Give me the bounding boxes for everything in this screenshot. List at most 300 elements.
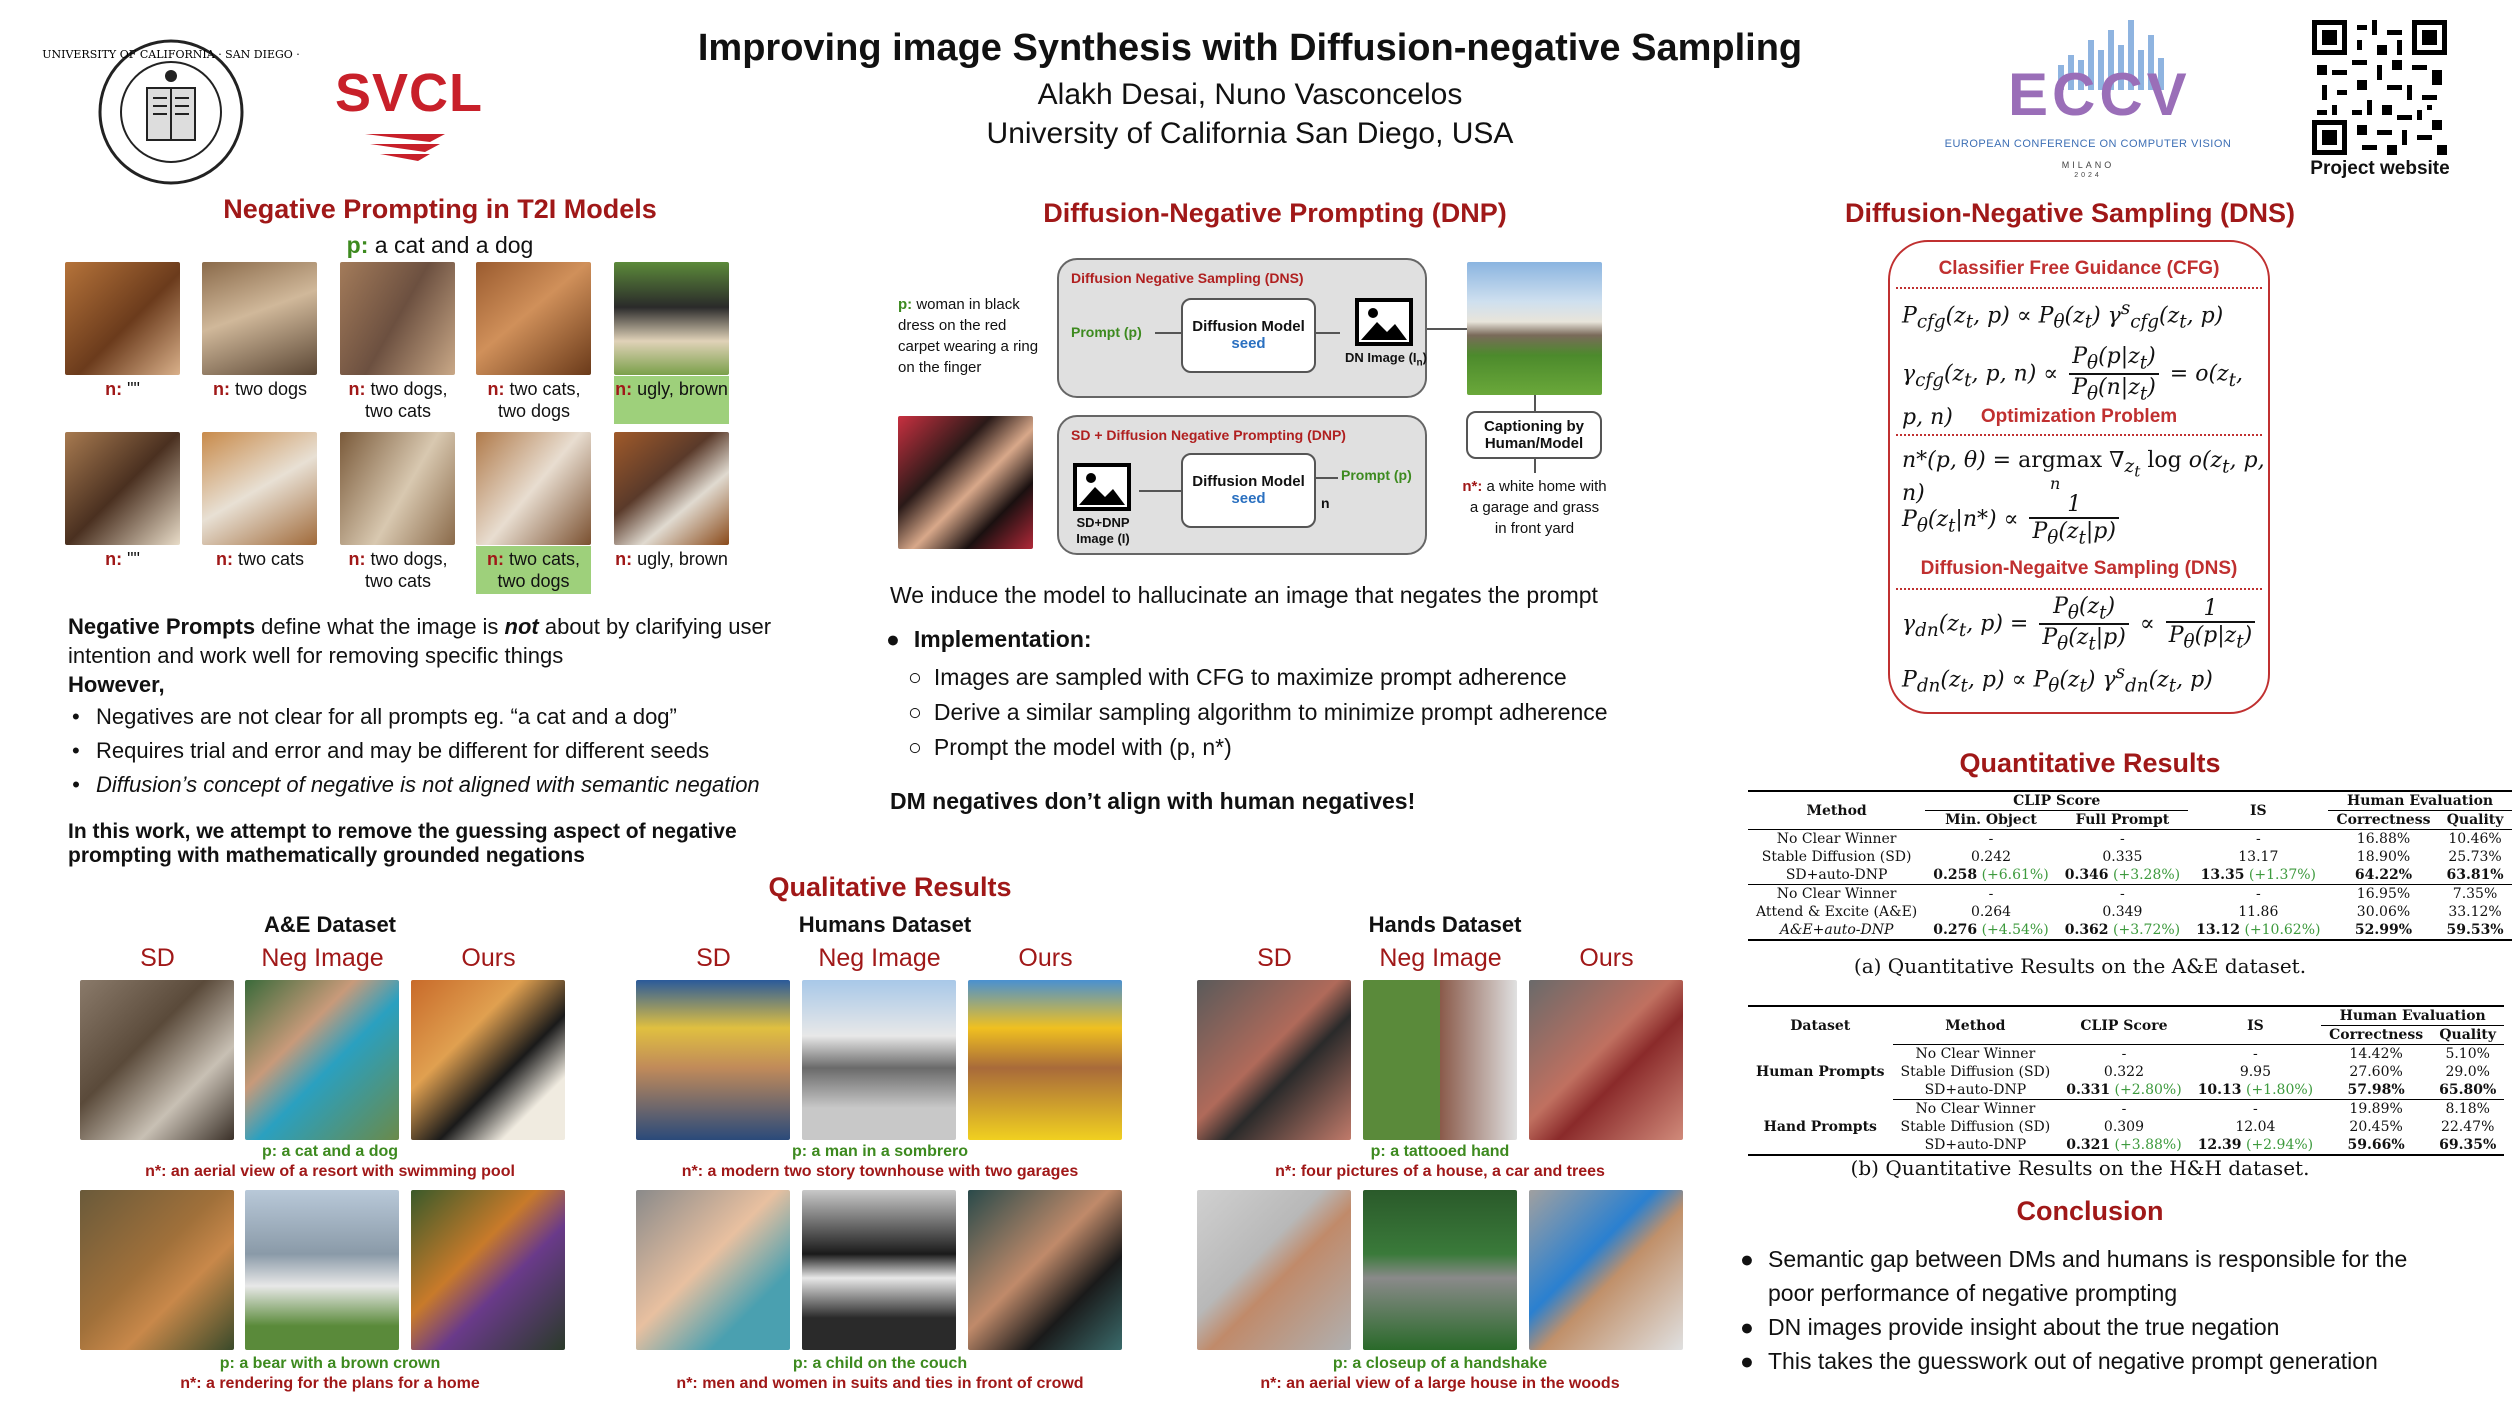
table-row	[1748, 1100, 2504, 1119]
nstar-text: a white home with a garage and grass in front yard	[1469, 478, 1607, 537]
ae-r1-caption	[60, 1142, 600, 1182]
dns-heading: Diffusion-Negaitve Sampling (DNS)	[1920, 558, 2238, 579]
dash-3	[1896, 588, 2262, 590]
concl-text: This takes the guesswork out of negative prompt generation	[1768, 1348, 2378, 1374]
ae-r1-sd	[80, 980, 234, 1140]
eccv-sub: EUROPEAN CONFERENCE ON COMPUTER VISION	[1944, 138, 2232, 150]
n-text: two cats, two dogs	[497, 549, 581, 591]
dnp-impl: ● Implementation:	[886, 626, 1092, 652]
dnp-impl-item: ○ Images are sampled with CFG to maximize prompt adherence	[908, 664, 1567, 690]
cell: 13.17	[2238, 849, 2279, 865]
cell-bold: 0.276	[1933, 922, 1978, 938]
hum-r1-caption	[610, 1142, 1150, 1182]
cell-bold: 59.53%	[2446, 922, 2504, 938]
hum-r1-ours	[968, 980, 1122, 1140]
hand-r2-caption	[1170, 1354, 1710, 1394]
cell-bold: 65.80%	[2439, 1082, 2497, 1098]
th-dataset: Dataset	[1748, 1006, 1893, 1045]
neg-desc-bold: Negative Prompts	[68, 614, 256, 639]
ae-r2-neg	[245, 1190, 399, 1350]
cfg-eq-2: $\gamma_{cfg}(z_t$, p, n) ∝ $\frac{P_\theta(p|z_t)}{P_\theta(n|z_t)}$ = $o(z_t$, p, n)	[1902, 344, 2243, 430]
cell: 22.47%	[2440, 1119, 2495, 1135]
dns-model-label: Diffusion Model	[1192, 318, 1305, 335]
neg-cap-r1-3	[338, 378, 458, 422]
cell-gain: (+3.88%)	[2114, 1137, 2182, 1153]
n-text: ""	[127, 549, 140, 569]
cell: 9.95	[2239, 1064, 2271, 1080]
table-row	[1748, 921, 2512, 940]
cell-gain: (+2.94%)	[2245, 1137, 2314, 1153]
cell: 0.335	[2102, 849, 2143, 865]
cell-bold: 12.39	[2197, 1137, 2242, 1153]
p-prefix: p:	[1370, 1143, 1386, 1160]
cell	[2321, 1081, 2431, 1100]
n-prefix: n:	[486, 549, 504, 569]
cell-gain: (+3.28%)	[2113, 867, 2181, 883]
th-clip: CLIP Score	[1925, 791, 2188, 811]
n-prefix: n*:	[145, 1163, 167, 1180]
neg-desc-em: not	[504, 614, 539, 639]
p-text: a child on the couch	[812, 1355, 968, 1372]
dns-eq-2: $P_{dn}(z_t$, $p) \propto P_\theta(z_t)$ $\gamma^s_{dn}(z_t$, p)	[1902, 662, 2213, 697]
p-prefix: p:	[219, 1355, 235, 1372]
cell: 0.322	[2103, 1064, 2145, 1080]
dns-box-title: Diffusion Negative Sampling (DNS)	[1071, 270, 1304, 286]
dnp-impl-text: Derive a similar sampling algorithm to minimize prompt adherence	[933, 699, 1608, 725]
cell: No Clear Winner	[1893, 1100, 2059, 1119]
p-prefix: p:	[1332, 1355, 1348, 1372]
n-prefix: n*:	[1260, 1375, 1282, 1392]
neg-img-r1-4	[476, 262, 591, 375]
th-corr: Correctness	[2329, 1027, 2424, 1043]
quant-title: Quantitative Results	[1959, 748, 2221, 778]
cell	[2190, 1081, 2321, 1100]
cell: 16.88%	[2328, 830, 2438, 849]
concl-text: DN images provide insight about the true negation	[1768, 1314, 2280, 1340]
cell: -	[2057, 830, 2188, 849]
th-is: IS	[2190, 1006, 2321, 1045]
eccv-year: 2024	[2074, 172, 2102, 179]
hand-r1-caption	[1170, 1142, 1710, 1182]
cfg-heading: Classifier Free Guidance (CFG)	[1938, 258, 2220, 279]
neg-img-r2-5	[614, 432, 729, 545]
group-hand: Hand Prompts	[1748, 1100, 1893, 1156]
ae-r1-neg	[245, 980, 399, 1140]
ae-col-sd: SD	[140, 944, 175, 972]
cell: SD+auto-DNP	[1893, 1136, 2059, 1155]
cell-bold: 57.98%	[2347, 1082, 2405, 1098]
ae-r2-sd	[80, 1190, 234, 1350]
cell: 0.264	[1970, 904, 2012, 920]
opt-eq-1: n*(p, θ) = argmax $\nabla_{z_t}$ $\log o(z_t$, p, n)	[1902, 448, 2265, 507]
dn-image-sub: n	[1416, 357, 1423, 369]
arrow-down2	[1534, 459, 1536, 473]
cell: No Clear Winner	[1748, 830, 1925, 849]
cell-bold: 0.346	[2064, 867, 2109, 883]
cell	[2190, 1136, 2321, 1155]
neg-prompt-prefix: p:	[346, 232, 369, 258]
cell: Stable Diffusion (SD)	[1900, 1064, 2051, 1080]
dnp-arrow-in	[1316, 477, 1338, 479]
hand-r1-ours	[1529, 980, 1683, 1140]
concl-text: Semantic gap between DMs and humans is responsible for the poor performance of negative prompting	[1768, 1246, 2408, 1306]
neg-img-r1-5	[614, 262, 729, 375]
dnp-impl-label: Implementation:	[913, 626, 1092, 652]
hum-col-sd: SD	[696, 944, 731, 972]
neg-work: In this work, we attempt to remove the guessing aspect of negative prompting with mathematically grounded negations	[68, 820, 737, 867]
cell-gain: (+1.80%)	[2245, 1082, 2314, 1098]
n-text: a modern two story townhouse with two garages	[707, 1163, 1079, 1180]
cell: 25.73%	[2448, 849, 2502, 865]
n-text: two dogs	[234, 379, 308, 399]
cell: 5.10%	[2431, 1045, 2504, 1064]
cell	[2057, 866, 2188, 885]
neg-img-r2-3	[340, 432, 455, 545]
table-row	[1748, 848, 2512, 866]
cell: 33.12%	[2448, 904, 2502, 920]
cell: -	[2188, 830, 2328, 849]
cell: 27.60%	[2349, 1064, 2403, 1080]
dnp-prompt-label: Prompt (p)	[1341, 467, 1412, 483]
neg-title: Negative Prompting in T2I Models	[223, 194, 657, 224]
dnp-arrow-left	[1139, 490, 1181, 492]
svcl-text: SVCL	[335, 63, 484, 123]
quant-table-ae	[1748, 790, 2512, 941]
cell	[2188, 921, 2328, 940]
table-hh-caption: (b) Quantitative Results on the H&H dataset.	[1850, 1156, 2310, 1180]
hum-r2-caption	[610, 1354, 1150, 1394]
neg-cap-r2-2	[195, 548, 325, 570]
neg-img-r1-1	[65, 262, 180, 375]
dash-2	[1896, 434, 2262, 436]
cell: 29.0%	[2445, 1064, 2490, 1080]
dns-dn-image: DN Image $(I_n)$	[1345, 350, 1427, 369]
eccv-logo	[1938, 20, 2238, 180]
n-text: ""	[127, 379, 140, 399]
cell-gain: (+1.37%)	[2248, 867, 2317, 883]
n-prefix: n:	[487, 379, 505, 399]
cell: 7.35%	[2438, 885, 2511, 904]
cell-gain: (+3.72%)	[2113, 922, 2181, 938]
cell: 0.309	[2103, 1119, 2145, 1135]
cell	[2057, 921, 2188, 940]
qr-code[interactable]	[2312, 20, 2447, 155]
dnp-model-label: Diffusion Model	[1192, 473, 1305, 490]
cell: 20.45%	[2349, 1119, 2403, 1135]
n-prefix: n:	[348, 379, 366, 399]
neg-desc-mid: define what the image is	[255, 614, 505, 639]
n-prefix: n*:	[681, 1163, 704, 1180]
cell: -	[2057, 885, 2188, 904]
hand-r2-neg	[1363, 1190, 1517, 1350]
concl-item: ● Semantic gap between DMs and humans is responsible for the poor performance of negative prompting	[1740, 1246, 2408, 1306]
neg-cap-r1-5	[614, 376, 729, 424]
cell-gain: (+4.54%)	[1981, 922, 2049, 938]
th-method: Method	[1748, 791, 1925, 830]
dns-arrow-in	[1155, 332, 1181, 334]
sddnp-image-label: SD+DNP Image (I)	[1076, 515, 1130, 546]
cell: 0.349	[2102, 904, 2143, 920]
n-prefix: n*:	[1275, 1163, 1297, 1180]
captioning-box	[1466, 411, 1602, 459]
hum-r1-sd	[636, 980, 790, 1140]
dnp-woman-image	[898, 416, 1033, 549]
ae-col-ours: Ours	[461, 944, 516, 972]
opt-heading: Optimization Problem	[1980, 406, 2178, 427]
concl-item: ● This takes the guesswork out of negative prompt generation	[1740, 1348, 2378, 1374]
cell	[1925, 921, 2056, 940]
table-ae-caption: (a) Quantitative Results on the A&E dataset.	[1853, 954, 2307, 978]
table-row	[1748, 830, 2512, 849]
quant-table-hh	[1748, 1005, 2504, 1156]
hand-col-ours: Ours	[1579, 944, 1634, 972]
cell-bold: 0.258	[1933, 867, 1978, 883]
cell: -	[1925, 885, 2056, 904]
n-prefix: n*:	[180, 1375, 202, 1392]
cell: No Clear Winner	[1893, 1045, 2059, 1064]
hand-col-sd: SD	[1257, 944, 1292, 972]
neg-img-r1-3	[340, 262, 455, 375]
hand-col-neg: Neg Image	[1379, 944, 1502, 972]
hum-r1-neg	[802, 980, 956, 1140]
neg-desc-end: about by clarifying user intention and work well for removing specific things	[68, 614, 772, 668]
cell: 18.90%	[2356, 849, 2411, 865]
dnp-impl-text: Prompt the model with (p, n*)	[933, 734, 1232, 760]
image-icon	[1355, 298, 1413, 346]
p-prefix: p:	[791, 1143, 808, 1160]
n-text: ugly, brown	[637, 549, 728, 569]
cell: -	[2190, 1045, 2321, 1064]
nstar-prefix: n*:	[1462, 478, 1483, 495]
n-prefix: n:	[105, 549, 123, 569]
neg-cap-r1-1	[60, 378, 185, 400]
ucsd-seal	[42, 38, 300, 186]
th-qual: Quality	[2439, 1027, 2497, 1043]
dns-model-box	[1181, 298, 1316, 373]
hum-r2-neg	[802, 1190, 956, 1350]
cell	[2438, 866, 2511, 885]
cell: -	[1925, 830, 2056, 849]
n-text: two cats	[237, 549, 305, 569]
n-prefix: n:	[615, 549, 633, 569]
th-min: Min. Object	[1945, 812, 2037, 828]
neg-cap-r2-1	[60, 548, 185, 570]
cell: 14.42%	[2321, 1045, 2431, 1064]
cell: A&E+auto-DNP	[1748, 921, 1925, 940]
cell: Stable Diffusion (SD)	[1900, 1119, 2051, 1135]
dnp-sub-n: n	[1321, 495, 1330, 511]
cell: 30.06%	[2356, 904, 2411, 920]
cell	[2328, 866, 2438, 885]
concl-item: ● DN images provide insight about the true negation	[1740, 1314, 2280, 1340]
qr-label: Project website	[2310, 158, 2450, 179]
dnp-left-prompt	[898, 294, 1050, 378]
neg-cap-r1-4	[474, 378, 594, 422]
dnp-box	[1057, 415, 1427, 555]
cell-bold: 0.331	[2066, 1082, 2111, 1098]
authors: Alakh Desai, Nuno Vasconcelos	[1037, 78, 1463, 111]
n-prefix: n:	[105, 379, 123, 399]
n-text: two dogs, two cats	[364, 379, 448, 421]
neg-cap-r2-3	[338, 548, 458, 592]
cell-bold: 64.22%	[2354, 867, 2413, 883]
cell	[2328, 921, 2438, 940]
n-text: an aerial view of a large house in the woods	[1286, 1375, 1620, 1392]
hand-r1-sd	[1197, 980, 1351, 1140]
dns-math-box	[1888, 240, 2270, 714]
ae-r2-ours	[411, 1190, 565, 1350]
th-human: Human Evaluation	[2321, 1006, 2504, 1026]
neg-cap-r1-2	[195, 378, 325, 400]
cell: Attend & Excite (A&E)	[1756, 904, 1918, 920]
n-text: ugly, brown	[637, 379, 728, 399]
neg-img-r1-2	[202, 262, 317, 375]
cell: SD+auto-DNP	[1924, 1082, 2027, 1098]
cell: 16.95%	[2328, 885, 2438, 904]
opt-eq-2: $P_\theta(z_t|n*)$ ∝ $\frac{1}{P_\theta(z_t|p)}$	[1902, 492, 2123, 548]
cell	[2431, 1136, 2504, 1155]
qr-code-icon	[2312, 20, 2447, 155]
cell: 11.86	[2238, 904, 2279, 920]
dn-house-image	[1467, 262, 1602, 395]
dash-1	[1896, 287, 2262, 289]
neg-prompt-text: a cat and a dog	[374, 232, 534, 258]
p-prefix: p:	[792, 1355, 808, 1372]
dnp-induce: We induce the model to hallucinate an image that negates the prompt	[890, 582, 1598, 608]
th-is: IS	[2188, 791, 2328, 830]
ae-r1-ours	[411, 980, 565, 1140]
cell: 8.18%	[2431, 1100, 2504, 1119]
cell	[2438, 921, 2511, 940]
n-text: two dogs, two cats	[364, 549, 448, 591]
dn-image-label: DN Image (I	[1345, 350, 1417, 365]
dnp-p-text: woman in black dress on the red carpet wearing a ring on the finger	[898, 296, 1039, 376]
svcl-ship-icon	[360, 124, 450, 164]
table-row	[1748, 866, 2512, 885]
hand-r2-sd	[1197, 1190, 1351, 1350]
cell-bold: 10.13	[2197, 1082, 2242, 1098]
th-human: Human Evaluation	[2328, 791, 2511, 811]
eccv-text: ECCV	[2008, 61, 2191, 128]
th-full: Full Prompt	[2075, 812, 2170, 828]
cell-gain: (+10.62%)	[2244, 922, 2321, 938]
cell: Stable Diffusion (SD)	[1761, 849, 1912, 865]
cell-gain: (+6.61%)	[1981, 867, 2049, 883]
neg-however: However,	[68, 672, 165, 697]
dnp-seed: seed	[1231, 490, 1266, 507]
th-qual: Quality	[2446, 812, 2504, 828]
hand-r1-neg	[1363, 980, 1517, 1140]
cell-bold: 63.81%	[2446, 867, 2504, 883]
dnp-model-box	[1181, 453, 1316, 528]
hum-r2-sd	[636, 1190, 790, 1350]
dnp-title: Diffusion-Negative Prompting (DNP)	[1043, 198, 1507, 228]
cell: -	[2188, 885, 2328, 904]
dnp-p-prefix: p:	[898, 296, 913, 313]
captioning-label: Captioning by Human/Model	[1484, 418, 1584, 452]
cell	[2321, 1136, 2431, 1155]
cell-bold: 69.35%	[2439, 1137, 2497, 1153]
table-row	[1748, 885, 2512, 904]
dns-box	[1057, 258, 1427, 398]
ae-dataset-title: A&E Dataset	[263, 912, 397, 937]
neg-img-r2-1	[65, 432, 180, 545]
dns-prompt-label: Prompt (p)	[1071, 324, 1142, 340]
p-text: a cat and a dog	[281, 1143, 399, 1160]
cell-bold: 0.321	[2066, 1137, 2111, 1153]
neg-img-r2-2	[202, 432, 317, 545]
cell	[1925, 866, 2056, 885]
cell-bold: 13.12	[2196, 922, 2240, 938]
n-text: two cats, two dogs	[497, 379, 581, 421]
hum-col-neg: Neg Image	[818, 944, 941, 972]
n-prefix: n:	[348, 549, 366, 569]
n-text: four pictures of a house, a car and trees	[1300, 1163, 1605, 1180]
arrow-to-house	[1427, 328, 1467, 330]
qual-title: Qualitative Results	[768, 872, 1012, 902]
poster-title: Improving image Synthesis with Diffusion-negative Sampling	[697, 27, 1803, 69]
cell	[2058, 1136, 2189, 1155]
neg-description	[68, 612, 828, 670]
neg-cap-r2-5	[614, 548, 729, 570]
th-method: Method	[1893, 1006, 2059, 1045]
dnp-impl-text: Images are sampled with CFG to maximize prompt adherence	[933, 664, 1567, 690]
cell-gain: (+2.80%)	[2114, 1082, 2182, 1098]
nstar-caption	[1462, 476, 1607, 539]
concl-list	[1740, 1242, 2420, 1378]
cfg-eq-1: $P_{cfg}(z_t$, $p) \propto P_\theta(z_t)$ $\gamma^s_{cfg}(z_t$, p)	[1902, 298, 2224, 333]
neg-prompt	[60, 232, 820, 259]
table-row	[1748, 903, 2512, 921]
cell-bold: 52.99%	[2354, 922, 2413, 938]
arrow-down	[1534, 395, 1536, 411]
cell	[2188, 866, 2328, 885]
cell: 12.04	[2235, 1119, 2276, 1135]
n-prefix: n*:	[676, 1375, 698, 1392]
p-text: a bear with a brown crown	[239, 1355, 441, 1372]
th-corr: Correctness	[2336, 812, 2431, 828]
humans-dataset-title: Humans Dataset	[798, 912, 972, 937]
cell: -	[2058, 1100, 2189, 1119]
dnp-impl-list	[908, 660, 1608, 765]
cell	[2058, 1081, 2189, 1100]
dns-arrow-out	[1316, 332, 1340, 334]
image-icon	[1073, 463, 1131, 511]
cell: 19.89%	[2321, 1100, 2431, 1119]
hum-col-ours: Ours	[1018, 944, 1073, 972]
cell-bold: 13.35	[2200, 867, 2245, 883]
dns-eq-1: $\gamma_{dn}(z_t$, p) = $\frac{P_\theta(z_t)}{P_\theta(z_t|p)}$ ∝ $\frac{1}{P_\theta(p|z_t)}$	[1902, 594, 2259, 655]
n-text: an aerial view of a resort with swimming pool	[170, 1163, 515, 1180]
dns-title: Diffusion-Negative Sampling (DNS)	[1844, 198, 2296, 228]
n-text: a rendering for the plans for a home	[205, 1375, 480, 1392]
cell-bold: 0.362	[2064, 922, 2109, 938]
concl-title: Conclusion	[2016, 1196, 2164, 1226]
dnp-box-title: SD + Diffusion Negative Prompting (DNP)	[1071, 427, 1346, 443]
table-row	[1748, 1045, 2504, 1064]
ae-r2-caption	[60, 1354, 600, 1394]
cell: -	[2190, 1100, 2321, 1119]
p-prefix: p:	[261, 1143, 278, 1160]
affiliation: University of California San Diego, USA	[986, 117, 1514, 150]
th-clip: CLIP Score	[2058, 1006, 2189, 1045]
neg-bullet: • Negatives are not clear for all prompts eg. “a cat and a dog”	[68, 700, 848, 734]
svcl-logo	[335, 62, 484, 172]
neg-bullet: • Requires trial and error and may be different for different seeds	[68, 734, 848, 768]
group-human: Human Prompts	[1756, 1064, 1885, 1080]
hands-dataset-title: Hands Dataset	[1368, 912, 1522, 937]
hum-r2-ours	[968, 1190, 1122, 1350]
